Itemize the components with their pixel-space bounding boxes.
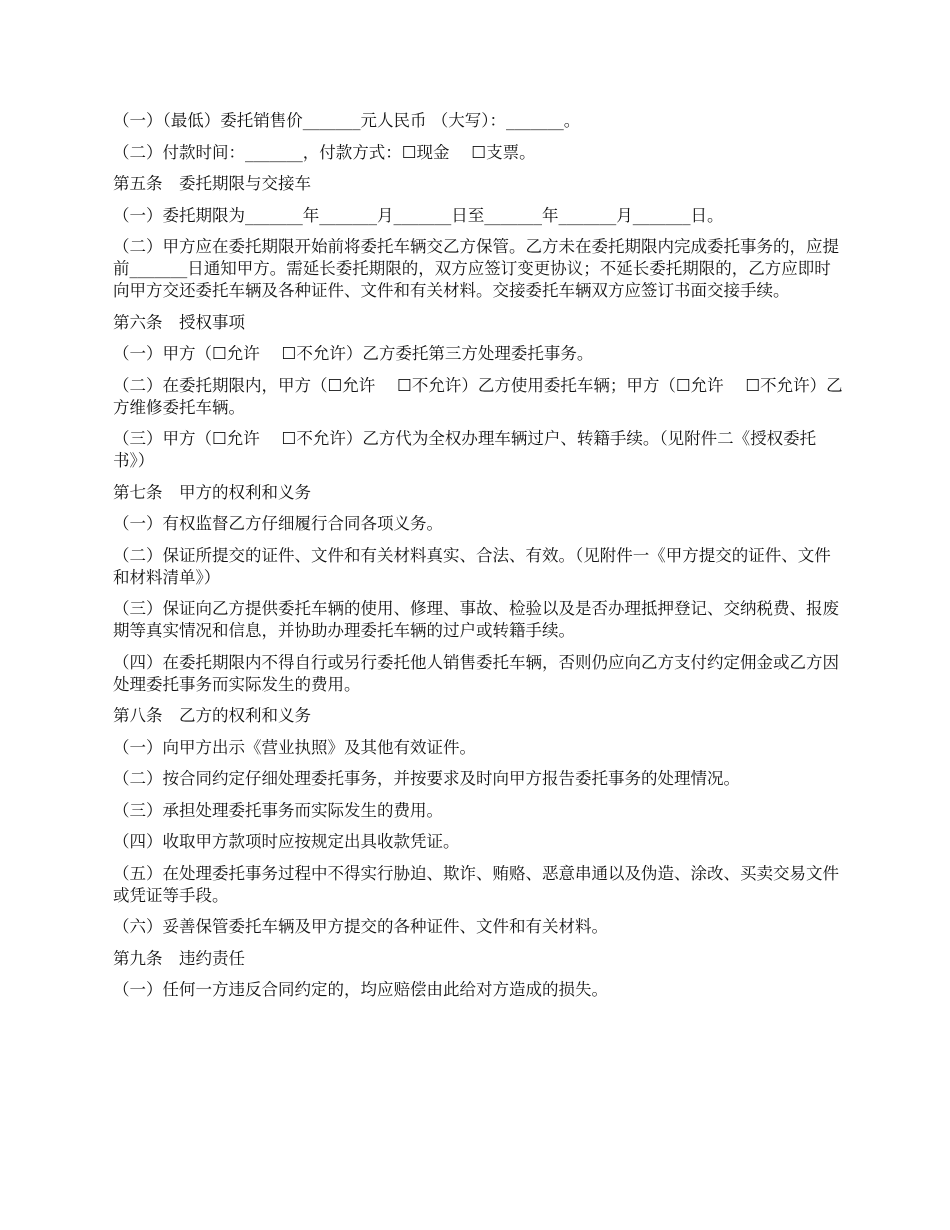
clause-item: （三）甲方（☐允许 ☐不允许）乙方代为全权办理车辆过户、转籍手续。（见附件二《授权委托书》） xyxy=(113,429,817,470)
clause-item: （四）在委托期限内不得自行或另行委托他人销售委托车辆，否则仍应向乙方支付约定佣金或乙方因处理委托事务而实际发生的费用。 xyxy=(113,652,839,694)
clause-item: （一）向甲方出示《营业执照》及其他有效证件。 xyxy=(113,737,476,757)
clause-item: （二）按合同约定仔细处理委托事务，并按要求及时向甲方报告委托事务的处理情况。 xyxy=(113,769,740,788)
document-page xyxy=(113,110,843,1011)
clause-item: （一）有权监督乙方仔细履行合同各项义务。 xyxy=(113,514,443,533)
article-heading: 第七条 甲方的权利和义务 xyxy=(113,482,311,502)
clause-item: （一）委托期限为_______年_______月_______日至_______年_______月_______日。 xyxy=(113,205,724,225)
clause-item: （一）任何一方违反合同约定的，均应赔偿由此给对方造成的损失。 xyxy=(113,980,608,999)
article-heading: 第九条 违约责任 xyxy=(113,948,245,968)
clause-item: （二）甲方应在委托期限开始前将委托车辆交乙方保管。乙方未在委托期限内完成委托事务的，应提前_______日通知甲方。需延长委托期限的，双方应签订变更协议；不延长委托期限的，乙方应即时向甲方交还委托车辆及各种证件、文件和有关材料。交接委托车辆双方应签订书面交接手续。 xyxy=(113,237,839,300)
article-heading: 第五条 委托期限与交接车 xyxy=(113,174,311,193)
clause-item: （六）妥善保管委托车辆及甲方提交的各种证件、文件和有关材料。 xyxy=(113,917,608,936)
clause-item: （三）保证向乙方提供委托车辆的使用、修理、事故、检验以及是否办理抵押登记、交纳税费、报废期等真实情况和信息，并协助办理委托车辆的过户或转籍手续。 xyxy=(113,599,839,640)
clause-item: （一）甲方（☐允许 ☐不允许）乙方委托第三方处理委托事务。 xyxy=(113,344,594,363)
clause-item: （二）保证所提交的证件、文件和有关材料真实、合法、有效。（见附件一《甲方提交的证件、文件和材料清单》） xyxy=(113,545,831,587)
article-heading: 第六条 授权事项 xyxy=(113,312,245,332)
clause-item: （二）付款时间：_______，付款方式：☐现金 ☐支票。 xyxy=(113,142,536,162)
clause-item: （二）在委托期限内，甲方（☐允许 ☐不允许）乙方使用委托车辆；甲方（☐允许 ☐不允许）乙方维修委托车辆。 xyxy=(113,375,843,417)
clause-item: （三）承担处理委托事务而实际发生的费用。 xyxy=(113,800,443,820)
clause-item: （五）在处理委托事务过程中不得实行胁迫、欺诈、贿赂、恶意串通以及伪造、涂改、买卖交易文件或凭证等手段。 xyxy=(113,863,839,905)
clause-item: （一）（最低）委托销售价_______元人民币 （大写）：_______。 xyxy=(113,111,581,130)
article-heading: 第八条 乙方的权利和义务 xyxy=(113,706,311,725)
clause-item: （四）收取甲方款项时应按规定出具收款凭证。 xyxy=(113,832,460,851)
